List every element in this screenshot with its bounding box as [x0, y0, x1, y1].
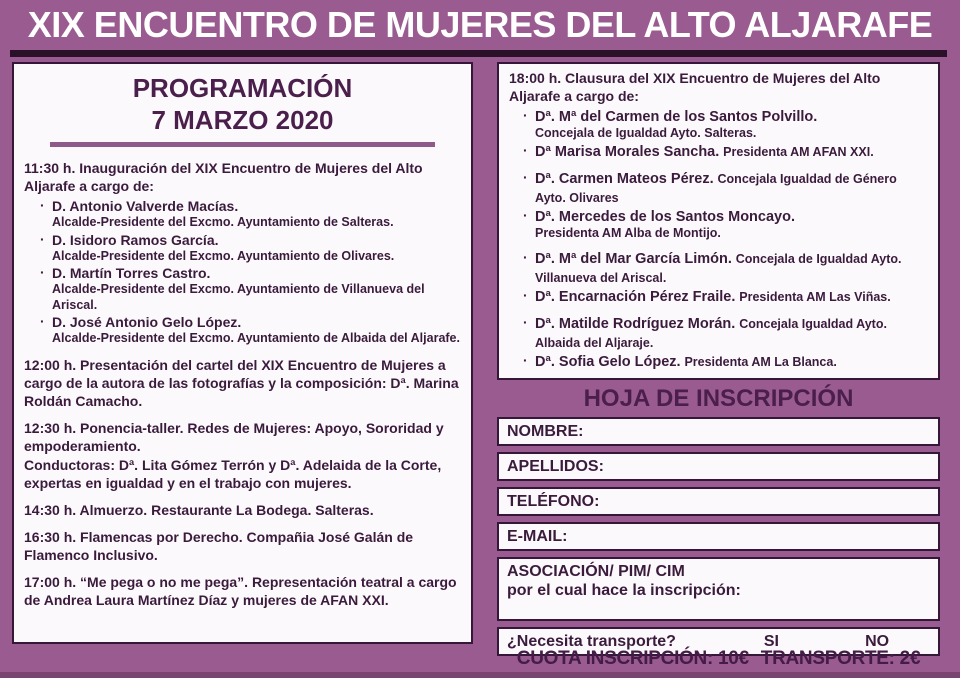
- banner: [0, 0, 960, 50]
- bullet-marker: ·: [523, 249, 528, 265]
- schedule-entry-1230: [24, 419, 461, 492]
- form-title: HOJA DE INSCRIPCIÓN: [583, 385, 854, 412]
- field-asociacion[interactable]: [497, 557, 940, 621]
- person-item: [523, 142, 928, 161]
- schedule-entry-1130: [24, 159, 461, 347]
- transport-question: ¿Necesita transporte?: [507, 633, 676, 650]
- field-email-label: E-MAIL:: [507, 528, 568, 545]
- person-role: Alcalde-Presidente del Excmo. Ayuntamiento de Olivares.: [52, 248, 395, 263]
- person-name: D. José Antonio Gelo López.: [52, 314, 242, 330]
- bullet-marker: ·: [40, 197, 45, 213]
- person-item: [40, 313, 461, 347]
- person-name: Dª. Encarnación Pérez Fraile.: [535, 289, 736, 305]
- person-role: Presidenta AM AFAN XXI.: [723, 145, 874, 159]
- person-item: [523, 352, 928, 371]
- bullet-marker: ·: [40, 230, 45, 247]
- person-item: [523, 169, 928, 206]
- person-role: Concejala Igualdad de Género Ayto. Olivares: [535, 172, 897, 205]
- schedule-text: 17:00 h. “Me pega o no me pega”. Representación teatral a cargo de Andrea Laura Martínez Díaz y mujeres de AFAN XXI.: [24, 573, 457, 608]
- field-nombre-label: NOMBRE:: [507, 423, 584, 440]
- bullet-marker: ·: [523, 207, 528, 223]
- person-name: Dª Marisa Morales Sancha.: [535, 144, 720, 160]
- field-asociacion-label-line1: ASOCIACIÓN/ PIM/ CIM: [507, 563, 685, 580]
- bullet-marker: ·: [523, 287, 528, 303]
- program-heading: PROGRAMACIÓN: [132, 73, 353, 103]
- person-role: Alcalde-Presidente del Excmo. Ayuntamiento de Salteras.: [52, 215, 394, 229]
- person-name: Dª. Mª del Mar García Limón.: [535, 251, 732, 267]
- fee-transport: TRANSPORTE: 2€: [760, 648, 921, 669]
- field-apellidos-label: APELLIDOS:: [507, 458, 604, 475]
- field-nombre[interactable]: [497, 417, 940, 446]
- schedule-entry-1430: [24, 501, 461, 519]
- speakers-list: [40, 197, 461, 347]
- schedule-text: 12:30 h. Ponencia-taller. Redes de Mujeres: Apoyo, Sororidad y empoderamiento.: [24, 419, 444, 454]
- person-item: [523, 207, 928, 241]
- person-role: Concejala de Igualdad Ayto. Salteras.: [535, 126, 757, 140]
- bottom-strip: [0, 672, 960, 678]
- bullet-marker: ·: [523, 169, 528, 185]
- person-item: [40, 197, 461, 231]
- person-name: Dª. Mª del Carmen de los Santos Polvillo.: [535, 109, 818, 125]
- person-role: Presidenta AM Alba de Montijo.: [535, 226, 721, 240]
- schedule-text-conductoras: Conductoras: Dª. Lita Gómez Terrón y Dª. Adelaida de la Corte, expertas en igualdad y en el trabajo con mujeres.: [24, 456, 442, 491]
- person-item: [523, 287, 928, 306]
- banner-underline: [10, 50, 947, 57]
- person-role: Presidenta AM La Blanca.: [684, 355, 837, 369]
- person-name: Dª. Matilde Rodríguez Morán.: [535, 316, 736, 332]
- person-role: Alcalde-Presidente del Excmo. Ayuntamiento de Albaida del Aljarafe.: [52, 331, 460, 345]
- person-item: [523, 314, 928, 351]
- field-asociacion-label-line2: por el cual hace la inscripción:: [507, 582, 741, 599]
- transport-option-no[interactable]: NO: [865, 633, 890, 650]
- person-name: D. Martín Torres Castro.: [52, 265, 211, 281]
- person-role: Concejala Igualdad Ayto. Albaida del Aljaraje.: [535, 317, 887, 350]
- fee-footer: [497, 648, 940, 670]
- schedule-entry-1700: [24, 573, 461, 609]
- bullet-marker: ·: [40, 313, 45, 329]
- person-name: D. Antonio Valverde Macías.: [52, 198, 239, 214]
- schedule-text: 16:30 h. Flamencas por Derecho. Compañia José Galán de Flamenco Inclusivo.: [24, 528, 414, 563]
- field-telefono-label: TELÉFONO:: [507, 493, 600, 510]
- person-role: Presidenta AM Las Viñas.: [739, 290, 891, 304]
- bullet-marker: ·: [523, 352, 528, 368]
- person-role: Concejala de Igualdad Ayto. Villanueva del Ariscal.: [535, 252, 902, 285]
- schedule-entry-1800: [509, 69, 928, 371]
- person-item: [523, 107, 928, 141]
- schedule-entry-1200: [24, 356, 461, 410]
- bullet-marker: ·: [523, 142, 528, 158]
- person-item: [40, 264, 461, 313]
- bullet-marker: ·: [40, 264, 45, 280]
- field-telefono[interactable]: [497, 487, 940, 516]
- program-panel: [12, 62, 473, 644]
- person-role: Alcalde-Presidente del Excmo. Ayuntamiento de Villanueva del Ariscal.: [52, 282, 425, 312]
- schedule-text: 18:00 h. Clausura del XIX Encuentro de Mujeres del Alto Aljarafe a cargo de:: [509, 70, 881, 104]
- bullet-marker: ·: [523, 107, 528, 123]
- closing-speakers-list: [523, 107, 928, 371]
- closing-panel: [497, 62, 940, 380]
- program-date: 7 MARZO 2020: [151, 105, 334, 135]
- schedule-text: 14:30 h. Almuerzo. Restaurante La Bodega. Salteras.: [24, 501, 374, 518]
- person-item: [40, 231, 461, 265]
- transport-option-si[interactable]: SI: [763, 633, 779, 650]
- event-title: XIX ENCUENTRO DE MUJERES DEL ALTO ALJARAFE: [27, 4, 933, 45]
- field-apellidos[interactable]: [497, 452, 940, 481]
- program-heading-rule: [50, 142, 435, 147]
- person-item: [523, 249, 928, 286]
- fee-inscription: CUOTA INSCRIPCIÓN: 10€: [516, 648, 749, 669]
- schedule-text: 11:30 h. Inauguración del XIX Encuentro de Mujeres del Alto Aljarafe a cargo de:: [24, 160, 423, 194]
- bullet-marker: ·: [523, 314, 528, 330]
- person-name: Dª. Mercedes de los Santos Moncayo.: [535, 209, 795, 225]
- field-email[interactable]: [497, 522, 940, 551]
- schedule-entry-1630: [24, 528, 461, 564]
- inscription-form: [497, 417, 940, 656]
- schedule-text: 12:00 h. Presentación del cartel del XIX Encuentro de Mujeres a cargo de la autora de las fotografías y la composición: Dª. Marina Roldán Camacho.: [24, 356, 459, 409]
- person-name: Dª. Sofia Gelo López.: [535, 354, 681, 370]
- person-name: D. Isidoro Ramos García.: [52, 231, 219, 248]
- person-name: Dª. Carmen Mateos Pérez.: [535, 171, 714, 187]
